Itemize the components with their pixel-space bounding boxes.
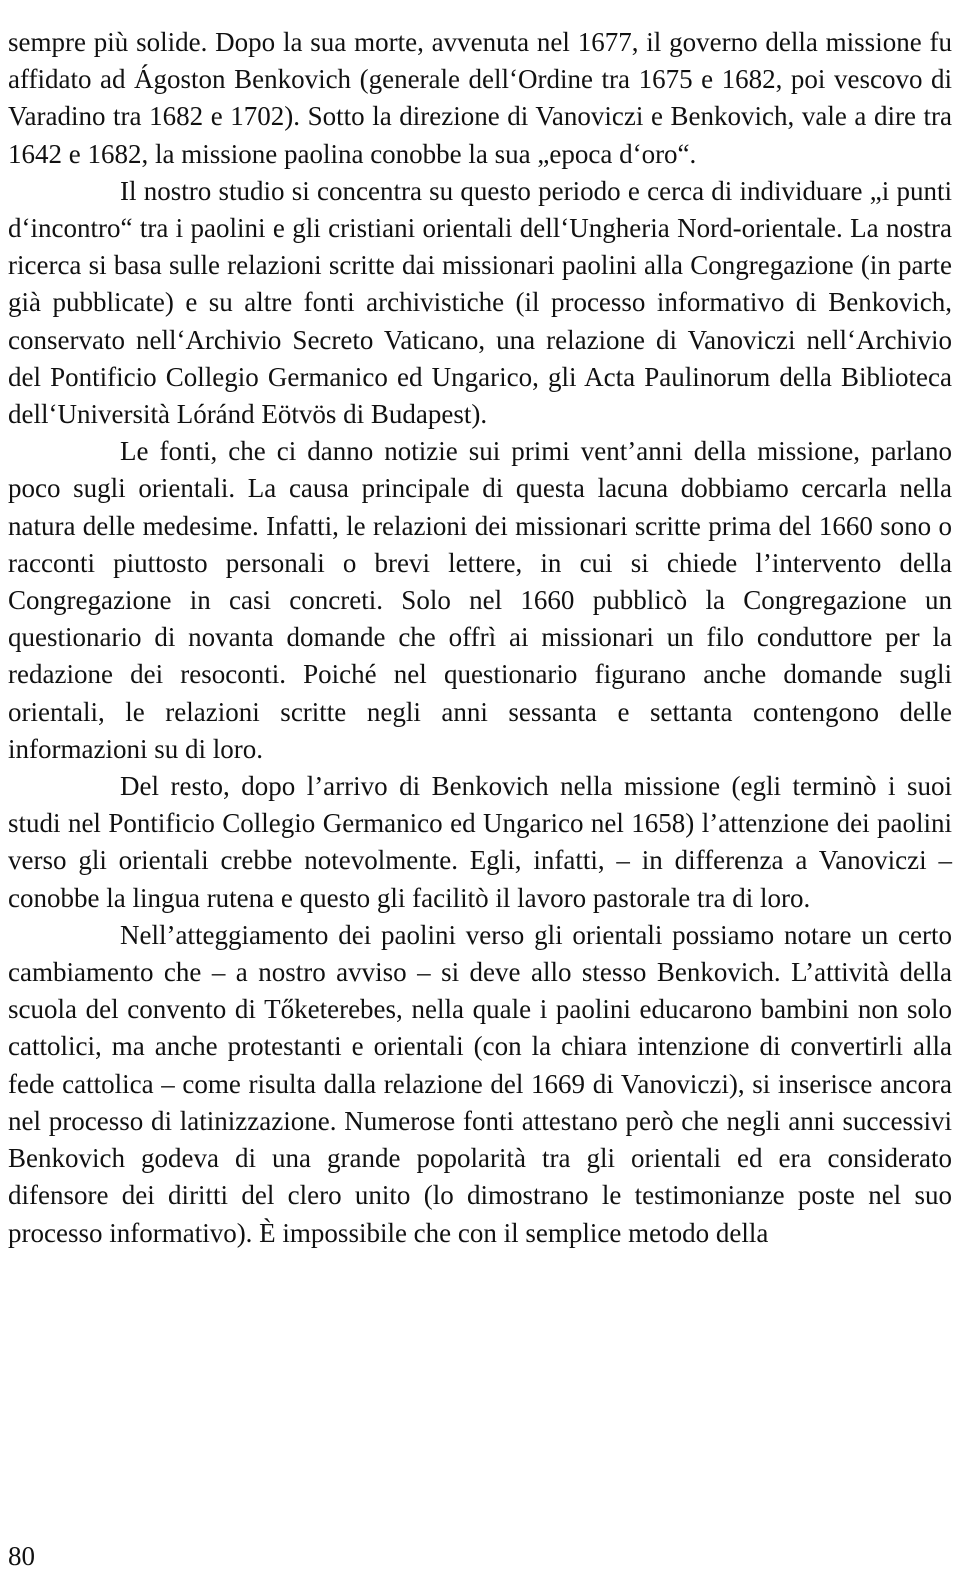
paragraph-3: Le fonti, che ci danno notizie sui primi vent’anni della missione, parlano poco sugli orientali. La causa principale di questa lacuna dobbiamo cercarla nella natura delle medesime. Infatti, le relazioni dei missionari scritte prima del 1660 sono o racconti piuttosto personali o brevi lettere, in cui si chiede l’intervento della Congregazione in casi concreti. Solo nel 1660 pubblicò la Congregazione un questionario di novanta domande che offrì ai missionari un filo conduttore per la redazione dei resoconti. Poiché nel questionario figurano anche domande sugli orientali, le relazioni scritte negli anni sessanta e settanta contengono delle informazioni su di loro. [8,436,952,764]
page-number: 80 [8,1541,35,1571]
paragraph-2: Il nostro studio si concentra su questo periodo e cerca di individuare „i punti d‘incontro“ tra i paolini e gli cristiani orientali dell‘Ungheria Nord-orientale. La nostra ricerca si basa sulle relazioni scritte dai missionari paolini alla Congregazione (in parte già pubblicate) e su altre fonti archivistiche (il processo informativo di Benkovich, conservato nell‘Archivio Secreto Vaticano, una relazione di Vanoviczi nell‘Archivio del Pontificio Collegio Germanico ed Ungarico, gli Acta Paulinorum della Biblioteca dell‘Università Lóránd Eötvös di Budapest). [8,175,952,430]
paragraph-1: sempre più solide. Dopo la sua morte, avvenuta nel 1677, il governo della missione fu affidato ad Ágoston Benkovich (generale dell‘Ordine tra 1675 e 1682, poi vescovo di Varadino tra 1682 e 1702). Sotto la direzione di Vanoviczi e Benkovich, vale a dire tra 1642 e 1682, la missione paolina conobbe la sua „epoca d‘oro“. [8,27,952,169]
paragraph-4: Del resto, dopo l’arrivo di Benkovich nella missione (egli terminò i suoi studi nel Pontificio Collegio Germanico ed Ungarico nel 1658) l’attenzione dei paolini verso gli orientali crebbe notevolmente. Egli, infatti, – in differenza a Vanoviczi – conobbe la lingua rutena e questo gli facilitò il lavoro pastorale tra di loro. [8,771,952,913]
page-body [8,24,952,1252]
paragraph-5: Nell’atteggiamento dei paolini verso gli orientali possiamo notare un certo cambiamento che – a nostro avviso – si deve allo stesso Benkovich. L’attività della scuola del convento di Tőketerebes, nella quale i paolini educarono bambini non solo cattolici, ma anche protestanti e orientali (con la chiara intenzione di convertirli alla fede cattolica – come risulta dalla relazione del 1669 di Vanoviczi), si inserisce ancora nel processo di latinizzazione. Numerose fonti attestano però che negli anni successivi Benkovich godeva di una grande popolarità tra gli orientali ed era considerato difensore dei diritti del clero unito (lo dimostrano le testimonianze poste nel suo processo informativo). È impossibile che con il semplice metodo della [8,919,952,1248]
